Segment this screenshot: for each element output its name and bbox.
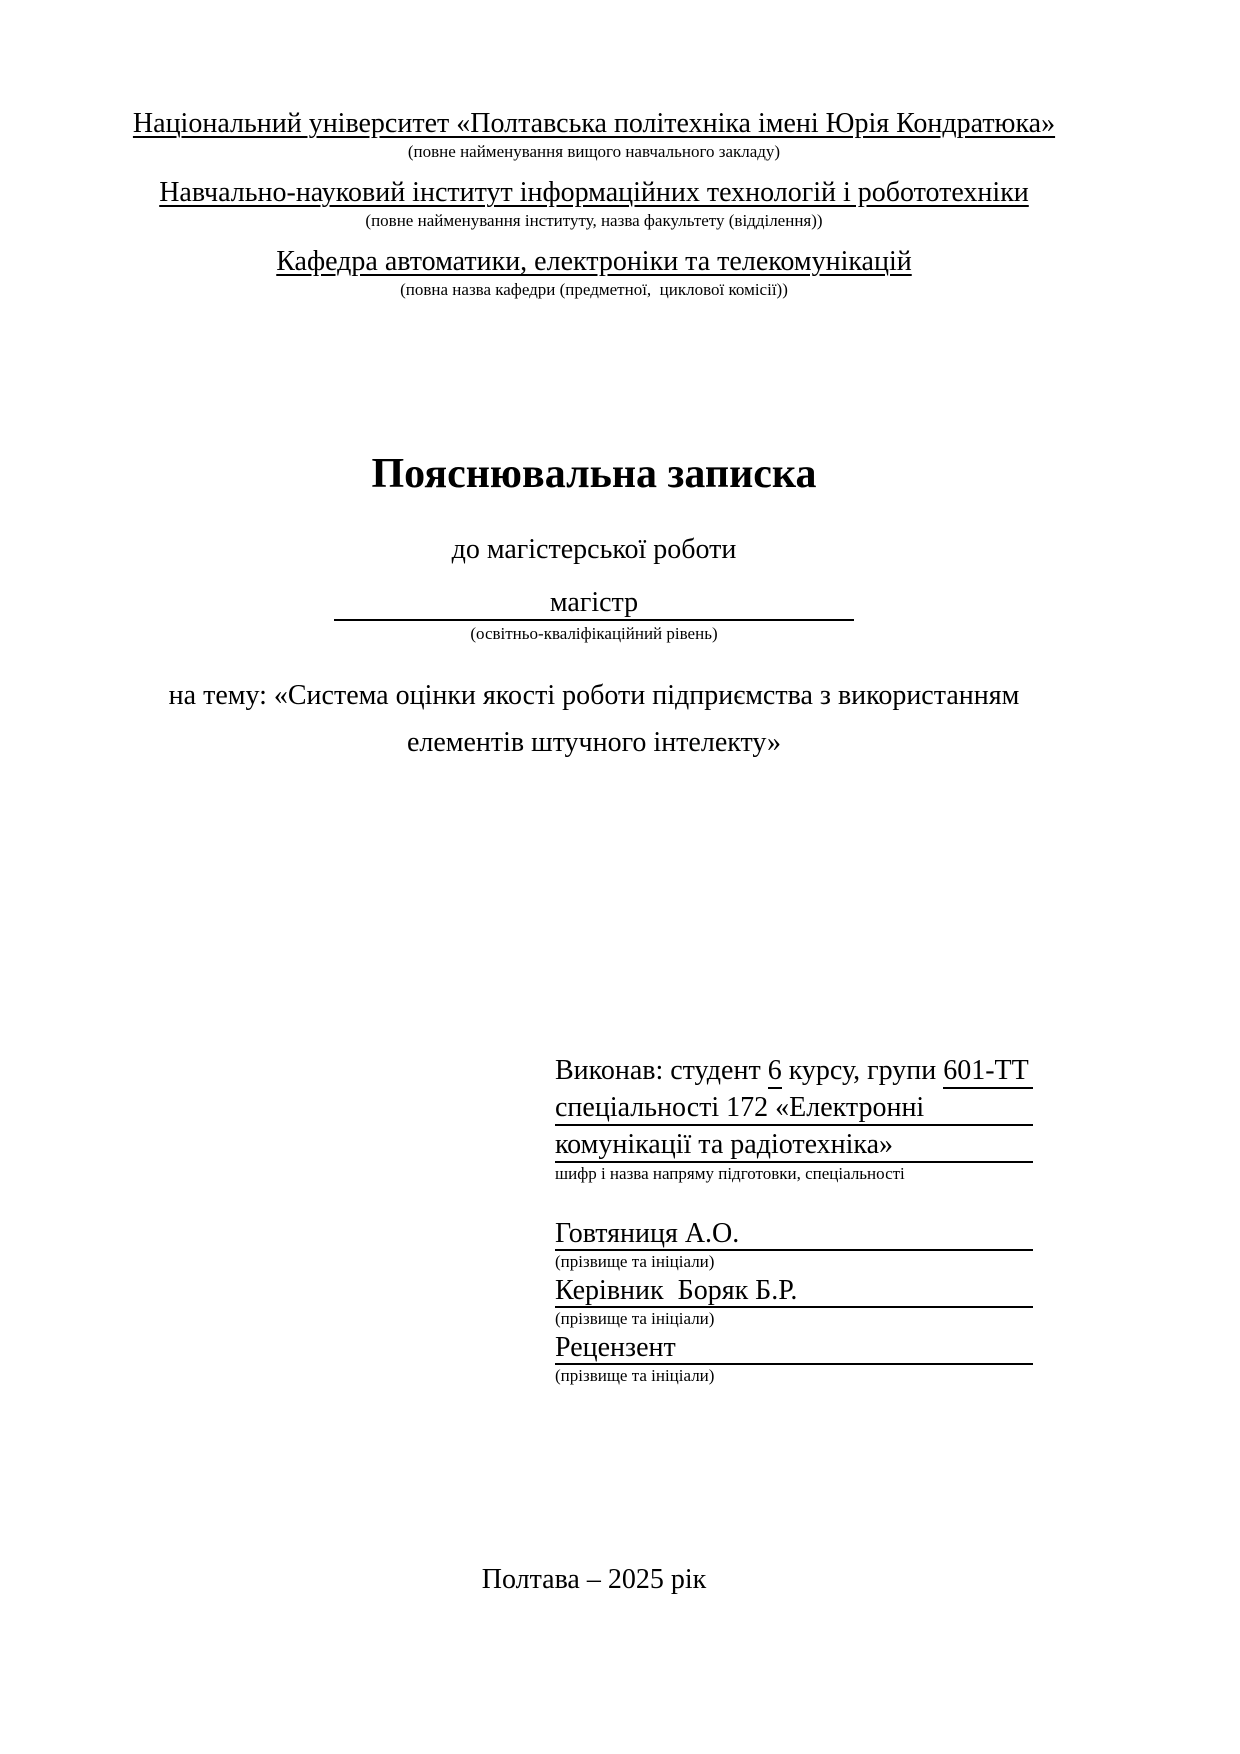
reviewer-caption: (прізвище та ініціали)	[555, 1366, 715, 1385]
thesis-theme-line1: на тему: «Система оцінки якості роботи підприємства з використанням	[168, 680, 1020, 711]
university-name: Національний університет «Полтавська політехніка імені Юрія Кондратюка»	[132, 108, 1056, 139]
department-caption: (повна назва кафедри (предметної, циклової комісії))	[400, 280, 788, 299]
specialty-line1	[555, 1089, 1033, 1126]
blank-line-fill	[893, 1126, 1033, 1163]
specialty-text2: комунікації та радіотехніка»	[555, 1126, 893, 1163]
specialty-caption: шифр і назва напряму підготовки, спеціальності	[555, 1164, 905, 1183]
blank-line-fill	[924, 1089, 1033, 1126]
supervisor-name: Керівник Боряк Б.Р.	[555, 1275, 798, 1306]
degree-value: магістр	[334, 586, 854, 621]
student-name-caption: (прізвище та ініціали)	[555, 1252, 715, 1271]
student-name: Говтяниця А.О.	[555, 1218, 740, 1249]
executor-line	[555, 1052, 1033, 1089]
document-title: Пояснювальна записка	[371, 451, 817, 497]
thesis-theme	[120, 672, 1068, 766]
header-block	[120, 106, 1068, 313]
executor-middle: курсу, групи	[781, 1055, 944, 1086]
executor-block	[555, 1052, 1033, 1388]
degree-caption: (освітньо-кваліфікаційний рівень)	[470, 624, 718, 643]
supervisor-caption: (прізвище та ініціали)	[555, 1309, 715, 1328]
specialty-text1: спеціальності 172 «Електронні	[555, 1089, 924, 1126]
executor-prefix: Виконав: студент	[555, 1055, 768, 1086]
blank-line-fill	[739, 1217, 1033, 1251]
page-content	[120, 0, 1068, 1754]
document-subtitle: до магістерської роботи	[451, 534, 737, 565]
thesis-theme-line2: елементів штучного інтелекту»	[406, 727, 782, 758]
executor-course: 6	[768, 1052, 782, 1089]
specialty-line2	[555, 1126, 1033, 1163]
student-name-line	[555, 1217, 1033, 1251]
executor-group: 601-ТТ	[943, 1052, 1029, 1089]
institute-name: Навчально-науковий інститут інформаційних технологій і робототехніки	[159, 177, 1029, 208]
reviewer-line	[555, 1331, 1033, 1365]
degree-block	[120, 586, 1068, 644]
reviewer-label: Рецензент	[555, 1332, 676, 1363]
city-year: Полтава – 2025 рік	[481, 1564, 707, 1595]
supervisor-line	[555, 1274, 1033, 1308]
blank-line-fill	[676, 1331, 1033, 1365]
institute-caption: (повне найменування інституту, назва факультету (відділення))	[365, 211, 823, 230]
spacer	[555, 1184, 1033, 1217]
blank-line-fill	[1029, 1052, 1033, 1089]
university-caption: (повне найменування вищого навчального закладу)	[407, 142, 781, 161]
department-name: Кафедра автоматики, електроніки та телекомунікацій	[276, 246, 912, 277]
blank-line-fill	[797, 1274, 1033, 1308]
